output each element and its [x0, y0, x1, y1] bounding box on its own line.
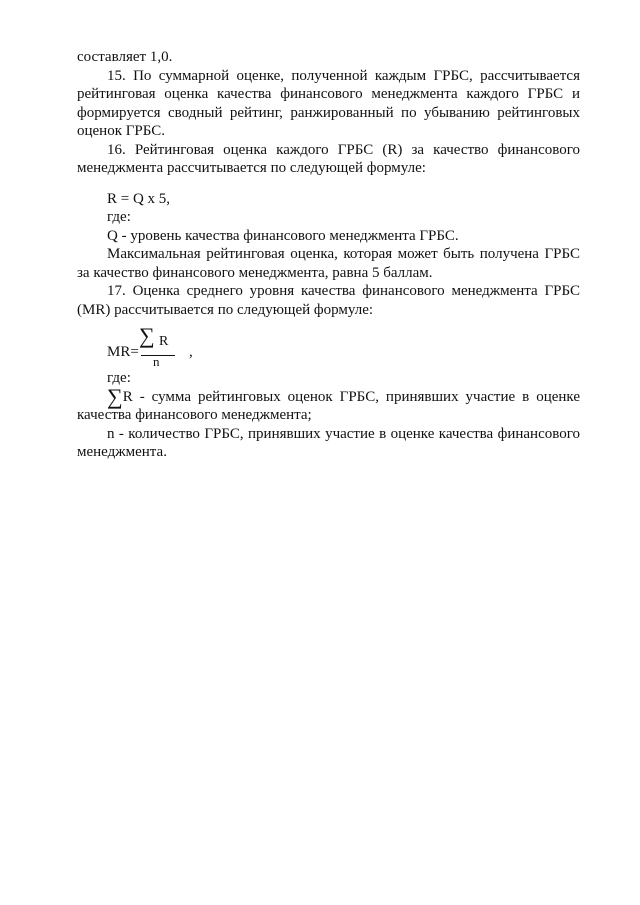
paragraph-15: 15. По суммарной оценке, полученной каждым ГРБС, рассчитывается рейтинговая оценка качества финансового менеджмента каждого ГРБС и формируется сводный рейтинг, ранжированный по убыванию рейтинговых оценок ГРБС. — [77, 67, 580, 139]
where-label-1: где: — [107, 209, 131, 225]
document-page — [77, 48, 580, 462]
formula-mr-comma: , — [189, 344, 193, 360]
formula-mr-fraction — [139, 323, 187, 369]
formula-mr-lhs: MR= — [107, 344, 139, 360]
continued-line: составляет 1,0. — [77, 49, 173, 65]
sum-definition-r: R — [122, 388, 133, 405]
sigma-inline-symbol: ∑ — [107, 383, 123, 409]
n-definition: n - количество ГРБС, принявших участие в оценке качества финансового менеджмента. — [77, 425, 580, 460]
where-label-2: где: — [107, 370, 131, 386]
q-definition: Q - уровень качества финансового менеджмента ГРБС. — [107, 227, 459, 244]
paragraph-16: 16. Рейтинговая оценка каждого ГРБС (R) за качество финансового менеджмента рассчитывается по следующей формуле: — [77, 141, 580, 176]
sum-definition-text: - сумма рейтинговых оценок ГРБС, принявших участие в оценке качества финансового менеджмента; — [77, 388, 580, 423]
formula-mr-denominator: n — [153, 354, 160, 369]
formula-mr — [77, 323, 580, 369]
sum-definition — [77, 383, 580, 425]
paragraph-17: 17. Оценка среднего уровня качества финансового менеджмента ГРБС (MR) рассчитывается по следующей формуле: — [77, 283, 580, 318]
sigma-symbol: ∑ — [139, 323, 155, 348]
formula-mr-numerator: R — [159, 334, 169, 349]
max-score-paragraph: Максимальная рейтинговая оценка, которая может быть получена ГРБС за качество финансового менеджмента, равна 5 баллам. — [77, 246, 580, 281]
formula-r: R = Q x 5, — [107, 190, 171, 207]
